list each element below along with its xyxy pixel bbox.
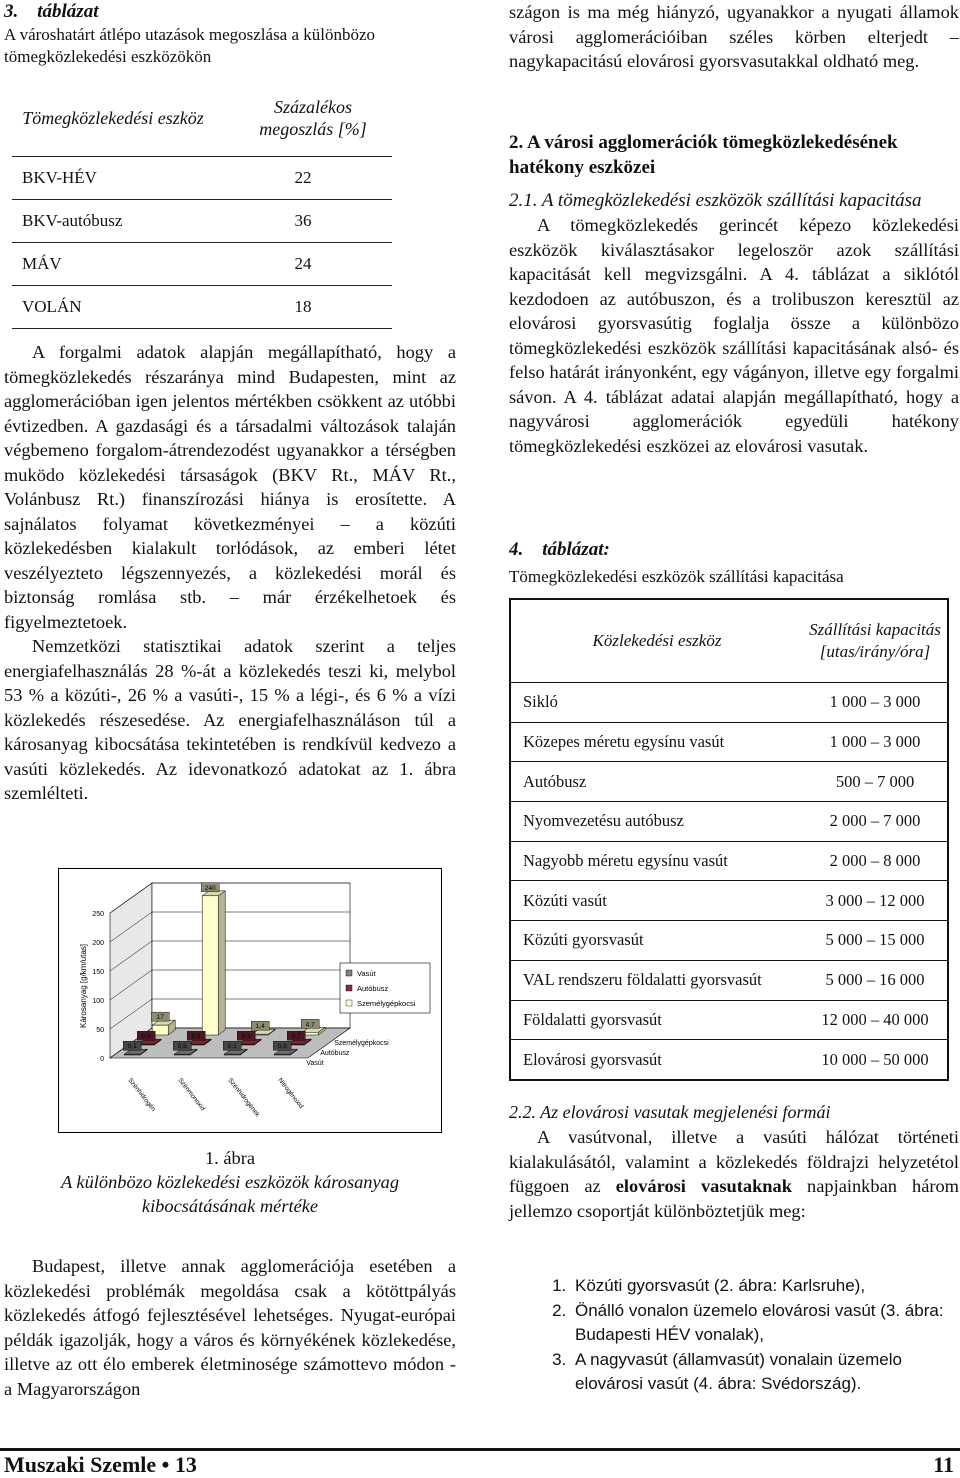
y-tick-label: 150 bbox=[92, 969, 104, 976]
list-item: 2. Önálló vonalon üzemelo elovárosi vasút (3. ábra: Budapesti HÉV vonalak), bbox=[571, 1299, 959, 1348]
y-tick-label: 250 bbox=[92, 911, 104, 918]
data-label: 0,5 bbox=[141, 1033, 151, 1041]
paragraph: szágon is ma még hiányzó, ugyanakkor a nyugati államok városi agglomerációiban széles körben elterjedt – nagykapacitású elovárosi gyorsvasutakkal oldható meg. bbox=[509, 2, 959, 71]
y-tick-label: 200 bbox=[92, 940, 104, 947]
bar bbox=[274, 1054, 290, 1055]
data-label: 240 bbox=[204, 884, 216, 892]
paragraph: A forgalmi adatok alapján megállapítható, hogy a tömegközlekedés részaránya mind Budapesten, mint az agglomerációban igen jelentos mértékben csökkent az utóbbi évtizedben. A gazdasági és a társadalmi változások talaján végbemeno forgalom-átrendezodést ugyanakkor a térségben muködo közlekedési társaságok (BKV Rt., MÁV Rt., Volánbusz Rt.) finanszírozási hiánya is erosítette. A sajnálatos folyamat következményei – a közúti közlekedésben kialakult torlódások, az emberi létet veszélyezteto légszennyezés, a közlekedési morál és biztonság romlása stb. – már érzékelhetoek és figyelmeztetoek. bbox=[4, 342, 456, 632]
table-row bbox=[510, 841, 948, 881]
footer-rule bbox=[0, 1448, 960, 1451]
table4-cell-name: Földalatti gyorsvasút bbox=[510, 1000, 803, 1040]
table3-cell-value: 24 bbox=[214, 243, 392, 286]
table-row bbox=[510, 762, 948, 802]
types-list-block bbox=[509, 1274, 959, 1397]
legend-swatch bbox=[346, 970, 352, 976]
table4-cell-value: 12 000 – 40 000 bbox=[803, 1000, 948, 1040]
table3-title bbox=[4, 0, 456, 24]
table-row bbox=[12, 200, 392, 243]
legend-label: Személygépkocsi bbox=[357, 999, 416, 1008]
table3-col1-header: Tömegközlekedési eszköz bbox=[12, 80, 214, 157]
series-depth-label: Személygépkocsi bbox=[334, 1040, 389, 1047]
table3-heading bbox=[4, 0, 456, 68]
table-row bbox=[510, 1000, 948, 1040]
section-2-2 bbox=[509, 1100, 959, 1223]
table4-cell-value: 10 000 – 50 000 bbox=[803, 1040, 948, 1080]
table4-cell-name: Nyomvezetésu autóbusz bbox=[510, 802, 803, 842]
x-tick-label: Szénmonoxid bbox=[176, 1076, 207, 1113]
table-row bbox=[510, 1040, 948, 1080]
x-tick-label: Nitrogénoxid bbox=[276, 1076, 305, 1110]
table-row bbox=[12, 157, 392, 200]
bar bbox=[174, 1054, 190, 1055]
footer-journal: Muszaki Szemle • 13 bbox=[4, 1452, 197, 1477]
paragraph: A tömegközlekedés gerincét képezo közlekedési eszközök kiválasztásakor legeloször azok szállítási kapacitását kell megvizsgálni. A 4. táblázat a siklótól kezdodoen az autóbuszon, és a trolibuszon keresztül az elovárosi gyorsvasútig foglalja össze a különbözo tömegközlekedési eszközök szállítási kapacitásának alsó- és felso határát irányonként, egy vágányon, illetve egy forgalmi sávon. A 4. táblázat adatai alapján megállapítható, hogy a nagyvárosi agglomerációk egyedüli hatékony tömegközlekedési eszközei az elovárosi vasutak. bbox=[509, 215, 959, 456]
figure1-caption: A különbözo közlekedési eszközök károsanyag kibocsátásának mértéke bbox=[60, 1172, 400, 1216]
legend-swatch bbox=[346, 985, 352, 991]
paragraph bbox=[509, 1125, 959, 1223]
table4-heading bbox=[509, 538, 959, 588]
table4-cell-name: Nagyobb méretu egysínu vasút bbox=[510, 841, 803, 881]
bar bbox=[224, 1054, 240, 1055]
table4-col2-header: Szállítási kapacitás [utas/irány/óra] bbox=[803, 599, 948, 683]
table-row bbox=[510, 683, 948, 723]
table4-cell-value: 5 000 – 16 000 bbox=[803, 960, 948, 1000]
data-label: 1,4 bbox=[255, 1023, 265, 1031]
data-label: 0,1 bbox=[191, 1033, 201, 1041]
table4-cell-value: 1 000 – 3 000 bbox=[803, 722, 948, 762]
table4-cell-name: Közepes méretu egysínu vasút bbox=[510, 722, 803, 762]
y-tick-label: 100 bbox=[92, 998, 104, 1005]
left-body bbox=[4, 340, 456, 806]
section-heading: 2. A városi agglomerációk tömegközlekedésének hatékony eszközei bbox=[509, 132, 898, 178]
section-2 bbox=[509, 130, 959, 458]
table-row bbox=[510, 881, 948, 921]
subsection-heading: 2.1. A tömegközlekedési eszközök szállítási kapacitása bbox=[509, 190, 922, 211]
paragraph: Nemzetközi statisztikai adatok szerint a teljes energiafelhasználás 28 %-át a közlekedés teszi ki, melybol 53 % a közúti-, 26 % a vasúti-, 15 % a légi-, és 6 % a vízi közlekedés részesedése. Az energiafelhasználáson túl a károsanyag kibocsátása tekintetében is rendkívül kedvezo a vasúti közlekedés. Az idevonatkozó adatokat az 1. ábra szemlélteti. bbox=[4, 636, 456, 803]
table4-cell-value: 5 000 – 15 000 bbox=[803, 921, 948, 961]
figure1-chart bbox=[58, 868, 442, 1133]
table4-title bbox=[509, 538, 959, 562]
table4-cell-name: Autóbusz bbox=[510, 762, 803, 802]
table3-header-row bbox=[12, 80, 392, 157]
data-label: 0,1 bbox=[241, 1033, 251, 1041]
chart-svg bbox=[58, 868, 442, 1133]
table-row bbox=[12, 286, 392, 329]
x-tick-label: Szénhidrogén bbox=[126, 1076, 157, 1113]
para-text: A vasútvonal, illetve a vasúti hálózat történeti kialakulásától, valamint a közlekedés földrajzi helyzetétol függoen az bbox=[509, 1127, 959, 1196]
y-tick-label: 0 bbox=[100, 1056, 104, 1063]
legend-label: Autóbusz bbox=[357, 984, 389, 993]
table-row bbox=[510, 960, 948, 1000]
data-label: 0,1 bbox=[127, 1043, 137, 1051]
table3-cell-value: 18 bbox=[214, 286, 392, 329]
figure1-caption-block bbox=[4, 1146, 456, 1218]
paragraph: Budapest, illetve annak agglomerációja esetében a közlekedési problémák megoldása csak a kötöttpályás közlekedés átfogó fejlesztésével lehetséges. Nyugat-európai példák igazolják, hogy a város és környékének közlekedése, illetve az ott élo emberek életminosége számottevo módon - a Magyarországon bbox=[4, 1256, 456, 1399]
table4-cell-name: Közúti vasút bbox=[510, 881, 803, 921]
table3-cell-name: MÁV bbox=[12, 243, 214, 286]
table3-cell-name: VOLÁN bbox=[12, 286, 214, 329]
data-label: 0,1 bbox=[227, 1043, 237, 1051]
table4-cell-value: 3 000 – 12 000 bbox=[803, 881, 948, 921]
data-label: 0,7 bbox=[291, 1033, 301, 1041]
table4-cell-value: 2 000 – 7 000 bbox=[803, 802, 948, 842]
table3-col2-header: Százalékos megoszlás [%] bbox=[214, 80, 392, 157]
table4-col1-header: Közlekedési eszköz bbox=[510, 599, 803, 683]
table4-cell-value: 500 – 7 000 bbox=[803, 762, 948, 802]
data-label: 0,5 bbox=[177, 1043, 187, 1051]
footer-page-number: 11 bbox=[933, 1452, 954, 1477]
table4-cell-name: VAL rendszeru földalatti gyorsvasút bbox=[510, 960, 803, 1000]
table4-header-row bbox=[510, 599, 948, 683]
y-axis-label: Károsanyag [g/km/utas] bbox=[79, 943, 88, 1029]
bar bbox=[202, 896, 218, 1035]
bar bbox=[124, 1054, 140, 1055]
para-text: napjainkban három jellemzo csoportját különböztetjük meg: bbox=[509, 1176, 959, 1221]
table3-cell-name: BKV-HÉV bbox=[12, 157, 214, 200]
table3-caption: A városhatárt átlépo utazások megoszlása a különbözo tömegközlekedési eszközökön bbox=[4, 25, 376, 66]
table-row bbox=[510, 722, 948, 762]
table3-cell-value: 22 bbox=[214, 157, 392, 200]
table3-cell-value: 36 bbox=[214, 200, 392, 243]
table4 bbox=[509, 598, 949, 1081]
data-label: 4,7 bbox=[305, 1021, 315, 1029]
table3-label: táblázat bbox=[37, 1, 99, 22]
table-row bbox=[12, 243, 392, 286]
table4-number: 4. bbox=[509, 539, 524, 560]
legend-swatch bbox=[346, 1000, 352, 1006]
chart-back-wall bbox=[152, 883, 350, 1031]
y-tick-label: 50 bbox=[96, 1027, 104, 1034]
table4-label: táblázat: bbox=[542, 539, 610, 560]
table4-cell-value: 1 000 – 3 000 bbox=[803, 683, 948, 723]
x-tick-label: Szénhidrogének bbox=[226, 1076, 261, 1119]
figure1-number: 1. ábra bbox=[204, 1148, 256, 1168]
types-list bbox=[509, 1274, 959, 1397]
table-row bbox=[510, 802, 948, 842]
subsection-heading: 2.2. Az elovárosi vasutak megjelenési formái bbox=[509, 1102, 831, 1122]
right-top bbox=[509, 0, 959, 74]
series-depth-label: Autóbusz bbox=[320, 1050, 350, 1057]
table3-number: 3. bbox=[4, 1, 19, 22]
table4-cell-name: Elovárosi gyorsvasút bbox=[510, 1040, 803, 1080]
bar-side bbox=[218, 891, 225, 1035]
table4-cell-name: Közúti gyorsvasút bbox=[510, 921, 803, 961]
data-label: 0,3 bbox=[277, 1043, 287, 1051]
table4-cell-name: Sikló bbox=[510, 683, 803, 723]
para-bold-text: elovárosi vasutaknak bbox=[615, 1176, 792, 1196]
table3 bbox=[12, 80, 392, 329]
table-row bbox=[510, 921, 948, 961]
series-depth-label: Vasút bbox=[306, 1060, 324, 1067]
table3-cell-name: BKV-autóbusz bbox=[12, 200, 214, 243]
left-body-2 bbox=[4, 1254, 456, 1401]
table4-caption: Tömegközlekedési eszközök szállítási kapacitása bbox=[509, 567, 844, 586]
legend-label: Vasút bbox=[357, 969, 376, 978]
data-label: 17 bbox=[156, 1014, 164, 1022]
table4-cell-value: 2 000 – 8 000 bbox=[803, 841, 948, 881]
list-item: 3. A nagyvasút (államvasút) vonalain üzemelo elovárosi vasút (4. ábra: Svédország). bbox=[571, 1348, 959, 1397]
list-item: 1. Közúti gyorsvasút (2. ábra: Karlsruhe), bbox=[571, 1274, 959, 1299]
